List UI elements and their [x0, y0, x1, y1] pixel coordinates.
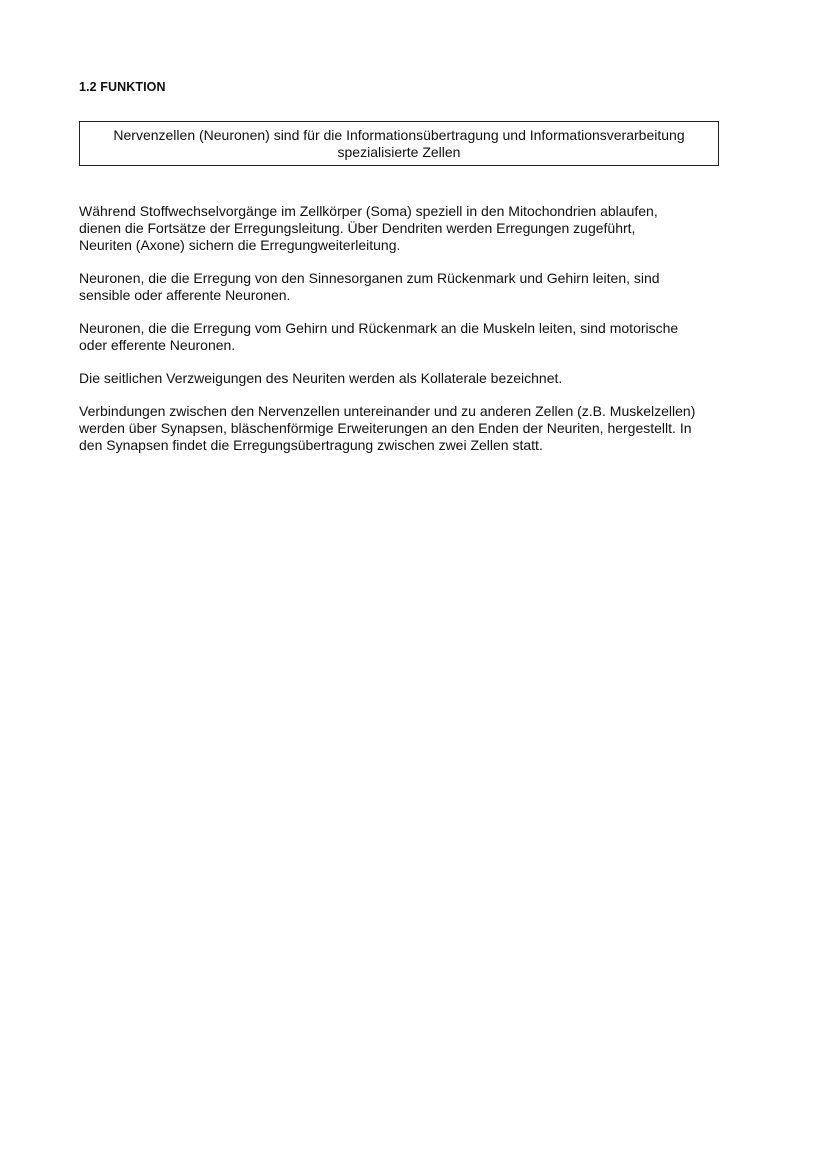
text-line: sensible oder afferente Neuronen. [79, 287, 291, 303]
paragraph-efferent [79, 320, 779, 354]
paragraph-metabolism [79, 203, 779, 254]
definition-line: spezialisierte Zellen [337, 143, 461, 160]
definition-line: Nervenzellen (Neuronen) sind für die Informationsübertragung und Informationsverarbeitung [113, 126, 685, 143]
definition-text [113, 127, 684, 161]
body-text [79, 203, 779, 470]
text-line: Während Stoffwechselvorgänge im Zellkörper (Soma) speziell in den Mitochondrien ablaufen, [79, 203, 658, 219]
text-line: Die seitlichen Verzweigungen des Neuriten werden als Kollaterale bezeichnet. [79, 370, 563, 386]
text-line: den Synapsen findet die Erregungsübertragung zwischen zwei Zellen statt. [79, 437, 543, 453]
paragraph-afferent [79, 270, 779, 304]
text-line: Neuronen, die die Erregung vom Gehirn und Rückenmark an die Muskeln leiten, sind motorische [79, 320, 679, 336]
section-heading: 1.2 FUNKTION [79, 80, 166, 94]
text-line: dienen die Fortsätze der Erregungsleitung. Über Dendriten werden Erregungen zugeführt, [79, 220, 636, 236]
text-line: Verbindungen zwischen den Nervenzellen untereinander und zu anderen Zellen (z.B. Muskelzellen) [79, 403, 696, 419]
text-line: Neuriten (Axone) sichern die Erregungweiterleitung. [79, 237, 401, 253]
text-line: werden über Synapsen, bläschenförmige Erweiterungen an den Enden der Neuriten, hergestellt. In [79, 420, 692, 436]
text-line: oder efferente Neuronen. [79, 337, 236, 353]
text-line: Neuronen, die die Erregung von den Sinnesorganen zum Rückenmark und Gehirn leiten, sind [79, 270, 660, 286]
paragraph-collaterals [79, 370, 779, 387]
paragraph-synapses [79, 403, 779, 454]
definition-box [79, 121, 719, 166]
